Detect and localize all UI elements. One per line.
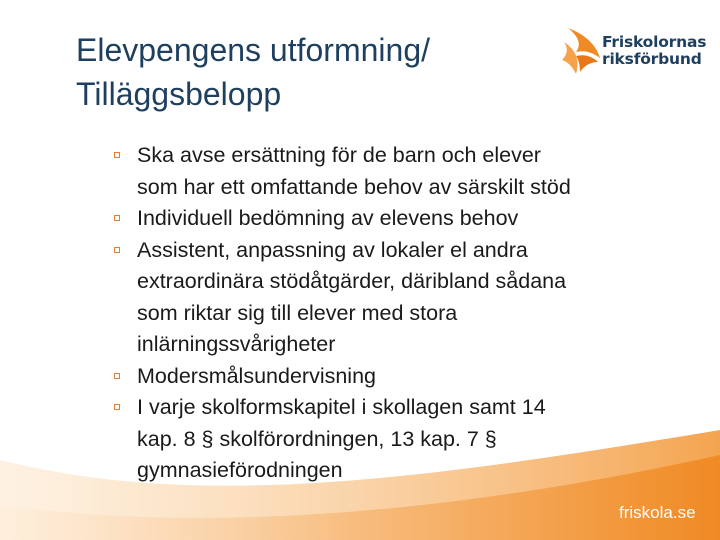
- bullet-text-line: gymnasieförodningen: [137, 458, 343, 482]
- footer-url: friskola.se: [619, 503, 696, 522]
- flame-logo-icon: [562, 26, 602, 76]
- bullet-item: [112, 203, 692, 235]
- bullet-item: [112, 361, 692, 393]
- bullet-text-line: Assistent, anpassning av lokaler el andra: [137, 237, 528, 262]
- slide-title: [76, 28, 536, 116]
- square-bullet-icon: [114, 215, 120, 221]
- bullet-text-line: inlärningssvårigheter: [137, 332, 336, 356]
- square-bullet-icon: [114, 373, 120, 379]
- square-bullet-icon: [114, 404, 120, 410]
- title-line: Elevpengens utformning/: [76, 32, 430, 68]
- bullet-item: [112, 140, 692, 203]
- bullet-text-line: Modersmålsundervisning: [137, 363, 376, 388]
- bullet-text-line: kap. 8 § skolförordningen, 13 kap. 7 §: [137, 426, 497, 451]
- title-line: Tilläggsbelopp: [76, 76, 282, 112]
- bullet-text-line: extraordinära stödåtgärder, däribland sådana: [137, 269, 567, 293]
- bullet-text-line: Ska avse ersättning för de barn och elever: [137, 143, 541, 167]
- bullet-text-line: Individuell bedömning av elevens behov: [137, 206, 519, 230]
- square-bullet-icon: [114, 152, 120, 158]
- logo-wordmark: [602, 34, 706, 68]
- bullet-text-line: som riktar sig till elever med stora: [137, 300, 458, 325]
- friskolornas-riksforbund-logo: [562, 26, 712, 78]
- bullet-item: [112, 392, 692, 487]
- square-bullet-icon: [114, 247, 120, 253]
- bullet-text-line: I varje skolformskapitel i skollagen samt 14: [137, 395, 546, 419]
- bullet-item: [112, 235, 692, 361]
- bullet-list: [112, 140, 692, 487]
- bullet-text-line: som har ett omfattande behov av särskilt stöd: [137, 174, 571, 199]
- logo-line: Friskolornas: [602, 33, 707, 51]
- logo-line: riksförbund: [602, 50, 702, 68]
